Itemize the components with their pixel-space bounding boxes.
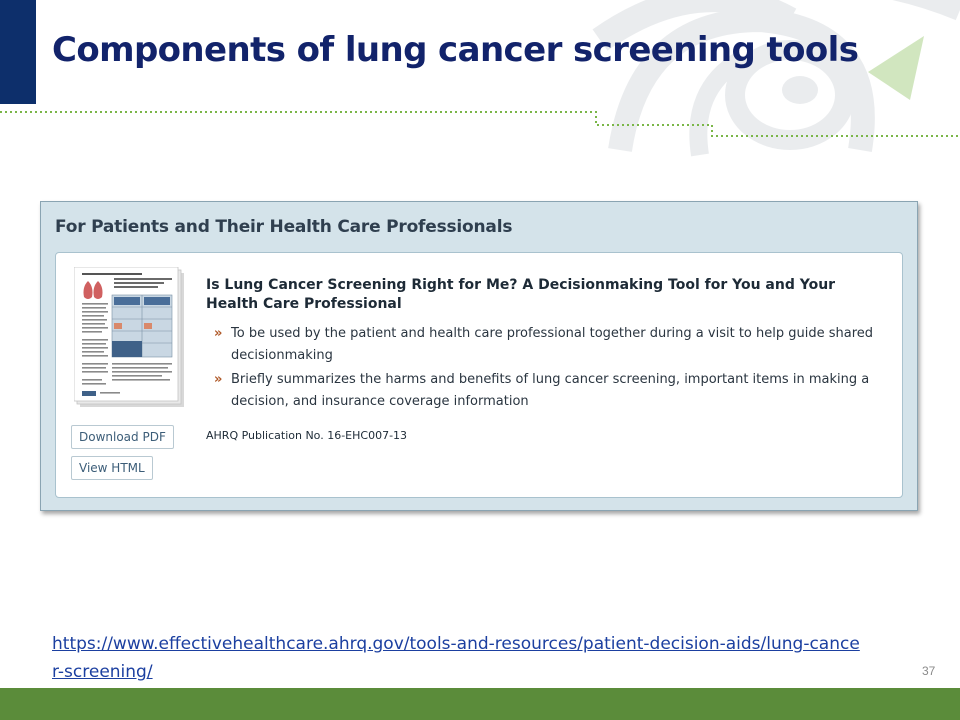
tool-title[interactable]: Is Lung Cancer Screening Right for Me? A Decisionmaking Tool for You and Your Health Care Professional <box>206 277 836 312</box>
footer-bar <box>0 688 960 720</box>
document-thumbnail-icon[interactable] <box>74 267 186 409</box>
list-item <box>214 323 889 367</box>
publication-number: AHRQ Publication No. 16-EHC007-13 <box>206 429 408 442</box>
tool-card <box>55 252 903 498</box>
bullet-marker-icon: » <box>214 326 223 341</box>
source-link[interactable]: https://www.effectivehealthcare.ahrq.gov/tools-and-resources/patient-decision-aids/lung-cancer-screening/ <box>52 634 860 682</box>
slide-title: Components of lung cancer screening tools <box>52 30 859 70</box>
tool-description-list <box>214 323 889 415</box>
title-accent-bar <box>0 0 36 104</box>
bullet-marker-icon: » <box>214 372 223 387</box>
page-number: 37 <box>922 664 936 678</box>
view-html-button[interactable]: View HTML <box>71 456 153 480</box>
section-heading: For Patients and Their Health Care Professionals <box>55 217 513 237</box>
list-item <box>214 369 889 413</box>
header-decoration <box>0 0 960 160</box>
bullet-text: Briefly summarizes the harms and benefits of lung cancer screening, important items in making a decision, and insurance coverage information <box>231 372 870 409</box>
webpage-screenshot <box>40 201 918 511</box>
arrow-triangle-icon <box>868 36 924 100</box>
download-pdf-button[interactable]: Download PDF <box>71 425 174 449</box>
bullet-text: To be used by the patient and health care professional together during a visit to help guide shared decisionmaking <box>231 326 874 363</box>
